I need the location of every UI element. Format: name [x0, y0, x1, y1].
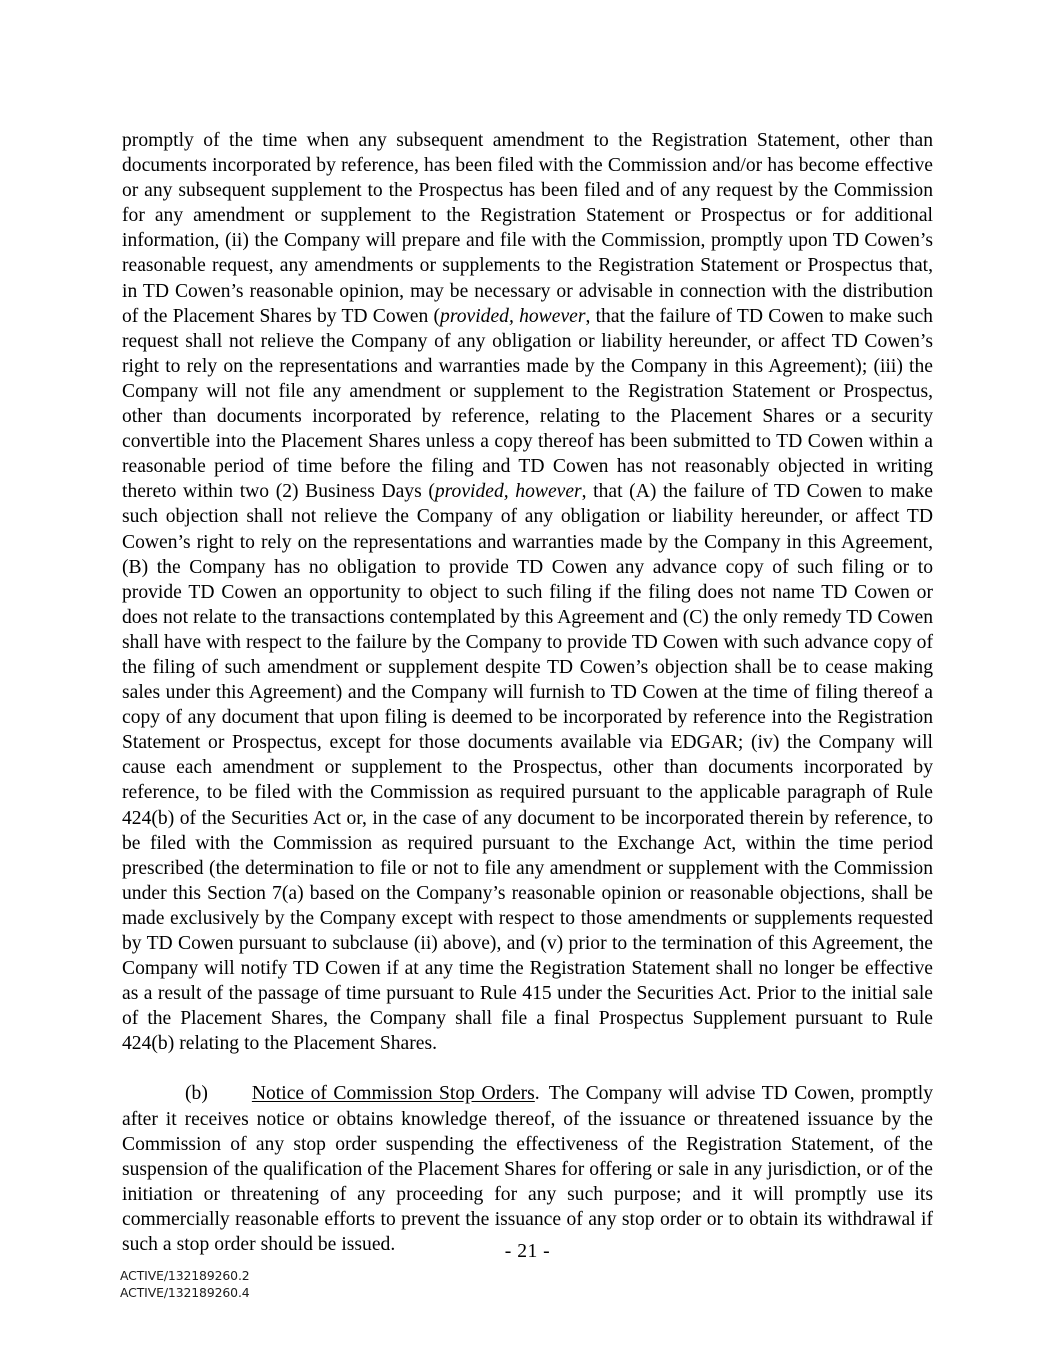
paragraph-1-segment-2: , that the failure of TD Cowen to make such request shall not relieve the Company of any obligation or liability hereunder, or affect TD Cowen’s right to rely on the representations and warranties made by the Company in this Agreement); (iii) the Company will not file any amendment or supplement to the Registration Statement or Prospectus, other than documents incorporated by reference, relating to the Placement Shares or a security convertible into the Placement Shares unless a copy thereof has been submitted to TD Cowen within a reasonable period of time before the filing and TD Cowen has not reasonably objected in writing thereto within two (2) Business Days ( — [122, 305, 933, 503]
page-number: - 21 - — [504, 1241, 551, 1262]
document-body — [122, 128, 933, 1257]
footer-document-stamp — [120, 1268, 250, 1301]
clause-heading: Notice of Commission Stop Orders — [251, 1083, 535, 1105]
footer-stamp-line-2: ACTIVE/132189260.4 — [120, 1284, 250, 1300]
clause-heading-period: . — [534, 1083, 540, 1105]
clause-b-text: The Company will advise TD Cowen, promptly after it receives notice or obtains knowledge thereof, of the issuance or threatened issuance by the Commission of any stop order suspending the effectiveness of the Registration Statement, of the suspension of the qualification of the Placement Shares for offering or sale in any jurisdiction, or of the initiation or threatening of any proceeding for any such purpose; and it will promptly use its commercially reasonable efforts to prevent the issuance of any stop order or to obtain its withdrawal if such a stop order should be issued. — [122, 1083, 934, 1256]
paragraph-continuation — [122, 128, 933, 1056]
clause-letter-b: (b) — [185, 1083, 208, 1105]
footer-stamp-line-1: ACTIVE/132189260.2 — [120, 1268, 250, 1283]
paragraph-1-segment-3: , that (A) the failure of TD Cowen to make such objection shall not relieve the Company of any obligation or liability hereunder, or affect TD Cowen’s right to rely on the representations and warranties made by the Company in this Agreement, (B) the Company has no obligation to provide TD Cowen any advance copy of such filing or to provide TD Cowen an opportunity to object to such filing if the filing does not name TD Cowen or does not relate to the transactions contemplated by this Agreement and (C) the only remedy TD Cowen shall have with respect to the failure by the Company to provide TD Cowen with such advance copy of the filing of such amendment or supplement despite TD Cowen’s objection shall be to cease making sales under this Agreement) and the Company will furnish to TD Cowen at the time of filing thereof a copy of any document that upon filing is deemed to be incorporated by reference into the Registration Statement or Prospectus, except for those documents available via EDGAR; (iv) the Company will cause each amendment or supplement to the Prospectus, other than documents incorporated by reference, to be filed with the Commission as required pursuant to the applicable paragraph of Rule 424(b) of the Securities Act or, in the case of any document to be incorporated therein by reference, to be filed with the Commission as required pursuant to the Exchange Act, within the time period prescribed (the determination to file or not to file any amendment or supplement with the Commission under this Section 7(a) based on the Company’s reasonable opinion or reasonable objections, shall be made exclusively by the Company except with respect to those amendments or supplements requested by TD Cowen pursuant to subclause (ii) above), and (v) prior to the termination of this Agreement, the Company will notify TD Cowen if at any time the Registration Statement shall no longer be effective as a result of the passage of time pursuant to Rule 415 under the Securities Act. Prior to the initial sale of the Placement Shares, the Company shall file a final Prospectus Supplement pursuant to Rule 424(b) relating to the Placement Shares. — [122, 481, 933, 1055]
paragraph-b-notice-of-commission-stop-orders — [122, 1081, 933, 1257]
paragraph-1-segment-1: promptly of the time when any subsequent amendment to the Registration Statement, other than documents incorporated by reference, has been filed with the Commission and/or has become effective or any subsequent supplement to the Prospectus has been filed and of any request by the Commission for any amendment or supplement to the Registration Statement or Prospectus or for additional information, (ii) the Company will prepare and file with the Commission, promptly upon TD Cowen’s reasonable request, any amendments or supplements to the Registration Statement or Prospectus that, in TD Cowen’s reasonable opinion, may be necessary or advisable in connection with the distribution of the Placement Shares by TD Cowen ( — [122, 130, 933, 327]
paragraph-1-italic-1: provided, however — [440, 305, 586, 327]
paragraph-1-italic-2: provided, however — [434, 481, 582, 503]
